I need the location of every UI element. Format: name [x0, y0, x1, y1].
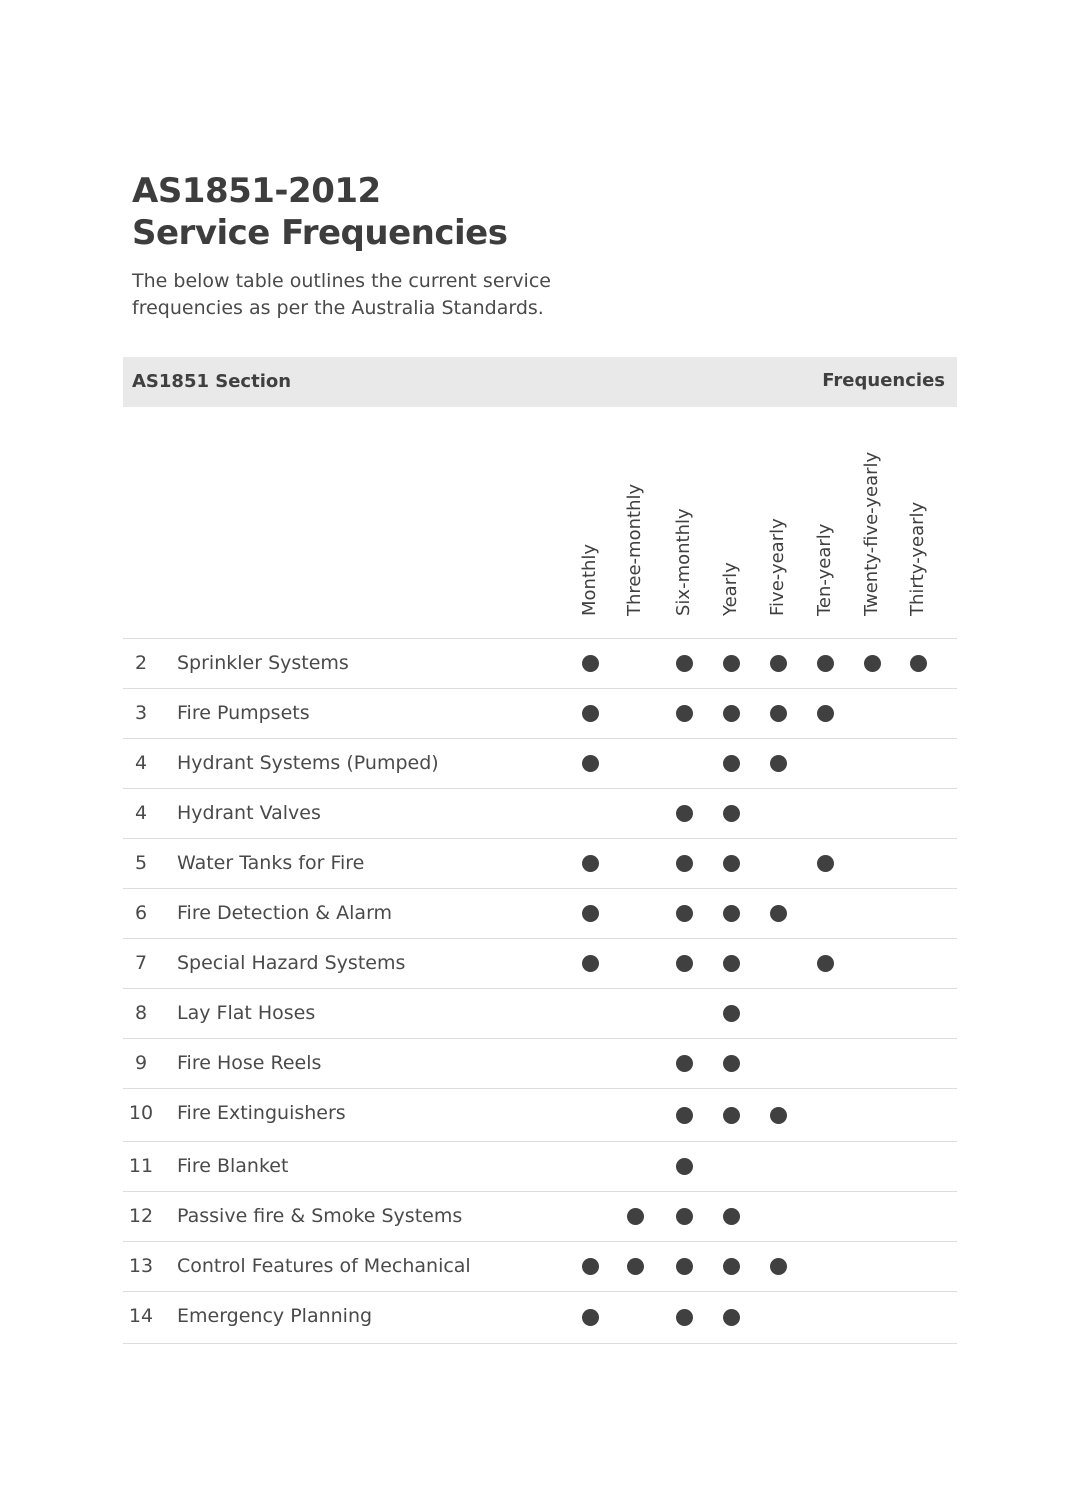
table-row	[123, 889, 957, 939]
section-name: Hydrant Systems (Pumped)	[177, 752, 439, 774]
section-number: 5	[134, 852, 148, 874]
column-header	[673, 380, 697, 616]
frequency-dot-six-monthly	[676, 955, 693, 972]
frequency-table	[123, 638, 957, 1344]
section-number: 4	[134, 802, 148, 824]
section-number: 11	[128, 1155, 154, 1177]
section-number: 9	[134, 1052, 148, 1074]
section-name: Passive fire & Smoke Systems	[177, 1205, 463, 1227]
frequency-dot-yearly	[723, 1107, 740, 1124]
frequency-dot-three-monthly	[627, 1258, 644, 1275]
section-name: Fire Blanket	[177, 1155, 289, 1177]
frequency-dot-monthly	[582, 705, 599, 722]
frequency-dot-five-yearly	[770, 755, 787, 772]
column-header-label: Twenty-five-yearly	[861, 451, 882, 616]
frequency-dot-yearly	[723, 1055, 740, 1072]
section-name: Special Hazard Systems	[177, 952, 406, 974]
column-header	[767, 380, 791, 616]
frequency-dot-yearly	[723, 805, 740, 822]
table-row	[123, 789, 957, 839]
frequency-dot-ten-yearly	[817, 955, 834, 972]
column-header-label: Three-monthly	[624, 483, 645, 616]
table-row	[123, 839, 957, 889]
frequency-dot-yearly	[723, 855, 740, 872]
frequency-dot-six-monthly	[676, 1107, 693, 1124]
section-name: Fire Detection & Alarm	[177, 902, 393, 924]
section-number: 7	[134, 952, 148, 974]
section-name: Emergency Planning	[177, 1305, 373, 1327]
frequency-dot-six-monthly	[676, 1258, 693, 1275]
frequency-dot-monthly	[582, 655, 599, 672]
frequency-dot-monthly	[582, 905, 599, 922]
frequency-dot-ten-yearly	[817, 705, 834, 722]
section-number: 3	[134, 702, 148, 724]
column-header-label: Monthly	[579, 543, 600, 616]
frequency-dot-three-monthly	[627, 1208, 644, 1225]
frequency-dot-yearly	[723, 1005, 740, 1022]
section-column-label: AS1851 Section	[132, 371, 292, 392]
frequency-dot-yearly	[723, 755, 740, 772]
column-header-label: Five-yearly	[767, 518, 788, 616]
table-row	[123, 1242, 957, 1292]
frequencies-label: Frequencies	[822, 370, 945, 391]
column-header	[720, 380, 744, 616]
table-row	[123, 1089, 957, 1142]
frequency-dot-five-yearly	[770, 705, 787, 722]
frequency-dot-ten-yearly	[817, 655, 834, 672]
section-name: Fire Hose Reels	[177, 1052, 322, 1074]
section-number: 14	[128, 1305, 154, 1327]
table-row	[123, 689, 957, 739]
column-header	[624, 380, 648, 616]
frequency-dot-monthly	[582, 855, 599, 872]
column-header-label: Six-monthly	[673, 508, 694, 616]
page-title	[132, 170, 507, 254]
frequency-dot-five-yearly	[770, 655, 787, 672]
table-row	[123, 639, 957, 689]
section-number: 8	[134, 1002, 148, 1024]
section-number: 2	[134, 652, 148, 674]
table-row	[123, 939, 957, 989]
column-header-label: Ten-yearly	[814, 523, 835, 616]
title-line-2: Service Frequencies	[132, 213, 508, 253]
table-row	[123, 739, 957, 789]
column-header	[861, 380, 885, 616]
table-row	[123, 1039, 957, 1089]
frequency-dot-six-monthly	[676, 855, 693, 872]
frequency-dot-yearly	[723, 1309, 740, 1326]
frequency-dot-yearly	[723, 655, 740, 672]
table-row	[123, 1192, 957, 1242]
column-header-label: Thirty-yearly	[907, 501, 928, 616]
column-header	[907, 380, 931, 616]
table-row	[123, 1292, 957, 1344]
section-number: 4	[134, 752, 148, 774]
frequency-dot-thirty-yearly	[910, 655, 927, 672]
section-name: Sprinkler Systems	[177, 652, 349, 674]
section-name: Hydrant Valves	[177, 802, 321, 824]
frequency-dot-five-yearly	[770, 1258, 787, 1275]
title-line-1: AS1851-2012	[132, 171, 381, 211]
frequency-dot-six-monthly	[676, 905, 693, 922]
frequency-dot-ten-yearly	[817, 855, 834, 872]
column-header	[579, 380, 603, 616]
frequency-dot-six-monthly	[676, 1158, 693, 1175]
frequency-dot-monthly	[582, 1309, 599, 1326]
intro-text: The below table outlines the current service frequencies as per the Australia Standards.	[132, 270, 551, 319]
section-name: Fire Extinguishers	[177, 1102, 346, 1124]
frequency-dot-five-yearly	[770, 1107, 787, 1124]
frequency-dot-six-monthly	[676, 1055, 693, 1072]
column-header-label: Yearly	[720, 562, 741, 616]
frequency-dot-six-monthly	[676, 1208, 693, 1225]
frequency-dot-six-monthly	[676, 805, 693, 822]
section-number: 10	[128, 1102, 154, 1124]
section-name: Lay Flat Hoses	[177, 1002, 316, 1024]
section-number: 12	[128, 1205, 154, 1227]
frequency-dot-six-monthly	[676, 1309, 693, 1326]
section-name: Water Tanks for Fire	[177, 852, 365, 874]
frequency-dot-yearly	[723, 705, 740, 722]
frequency-dot-yearly	[723, 1258, 740, 1275]
frequency-dot-monthly	[582, 755, 599, 772]
frequency-dot-monthly	[582, 955, 599, 972]
frequency-dot-five-yearly	[770, 905, 787, 922]
frequency-dot-yearly	[723, 955, 740, 972]
frequency-dot-twenty-five-yearly	[864, 655, 881, 672]
frequency-dot-yearly	[723, 1208, 740, 1225]
section-number: 6	[134, 902, 148, 924]
frequency-dot-six-monthly	[676, 655, 693, 672]
section-name: Control Features of Mechanical	[177, 1255, 471, 1277]
table-row	[123, 1142, 957, 1192]
table-row	[123, 989, 957, 1039]
section-name: Fire Pumpsets	[177, 702, 310, 724]
frequency-dot-six-monthly	[676, 705, 693, 722]
column-header	[814, 380, 838, 616]
frequency-dot-yearly	[723, 905, 740, 922]
section-number: 13	[128, 1255, 154, 1277]
frequency-dot-monthly	[582, 1258, 599, 1275]
